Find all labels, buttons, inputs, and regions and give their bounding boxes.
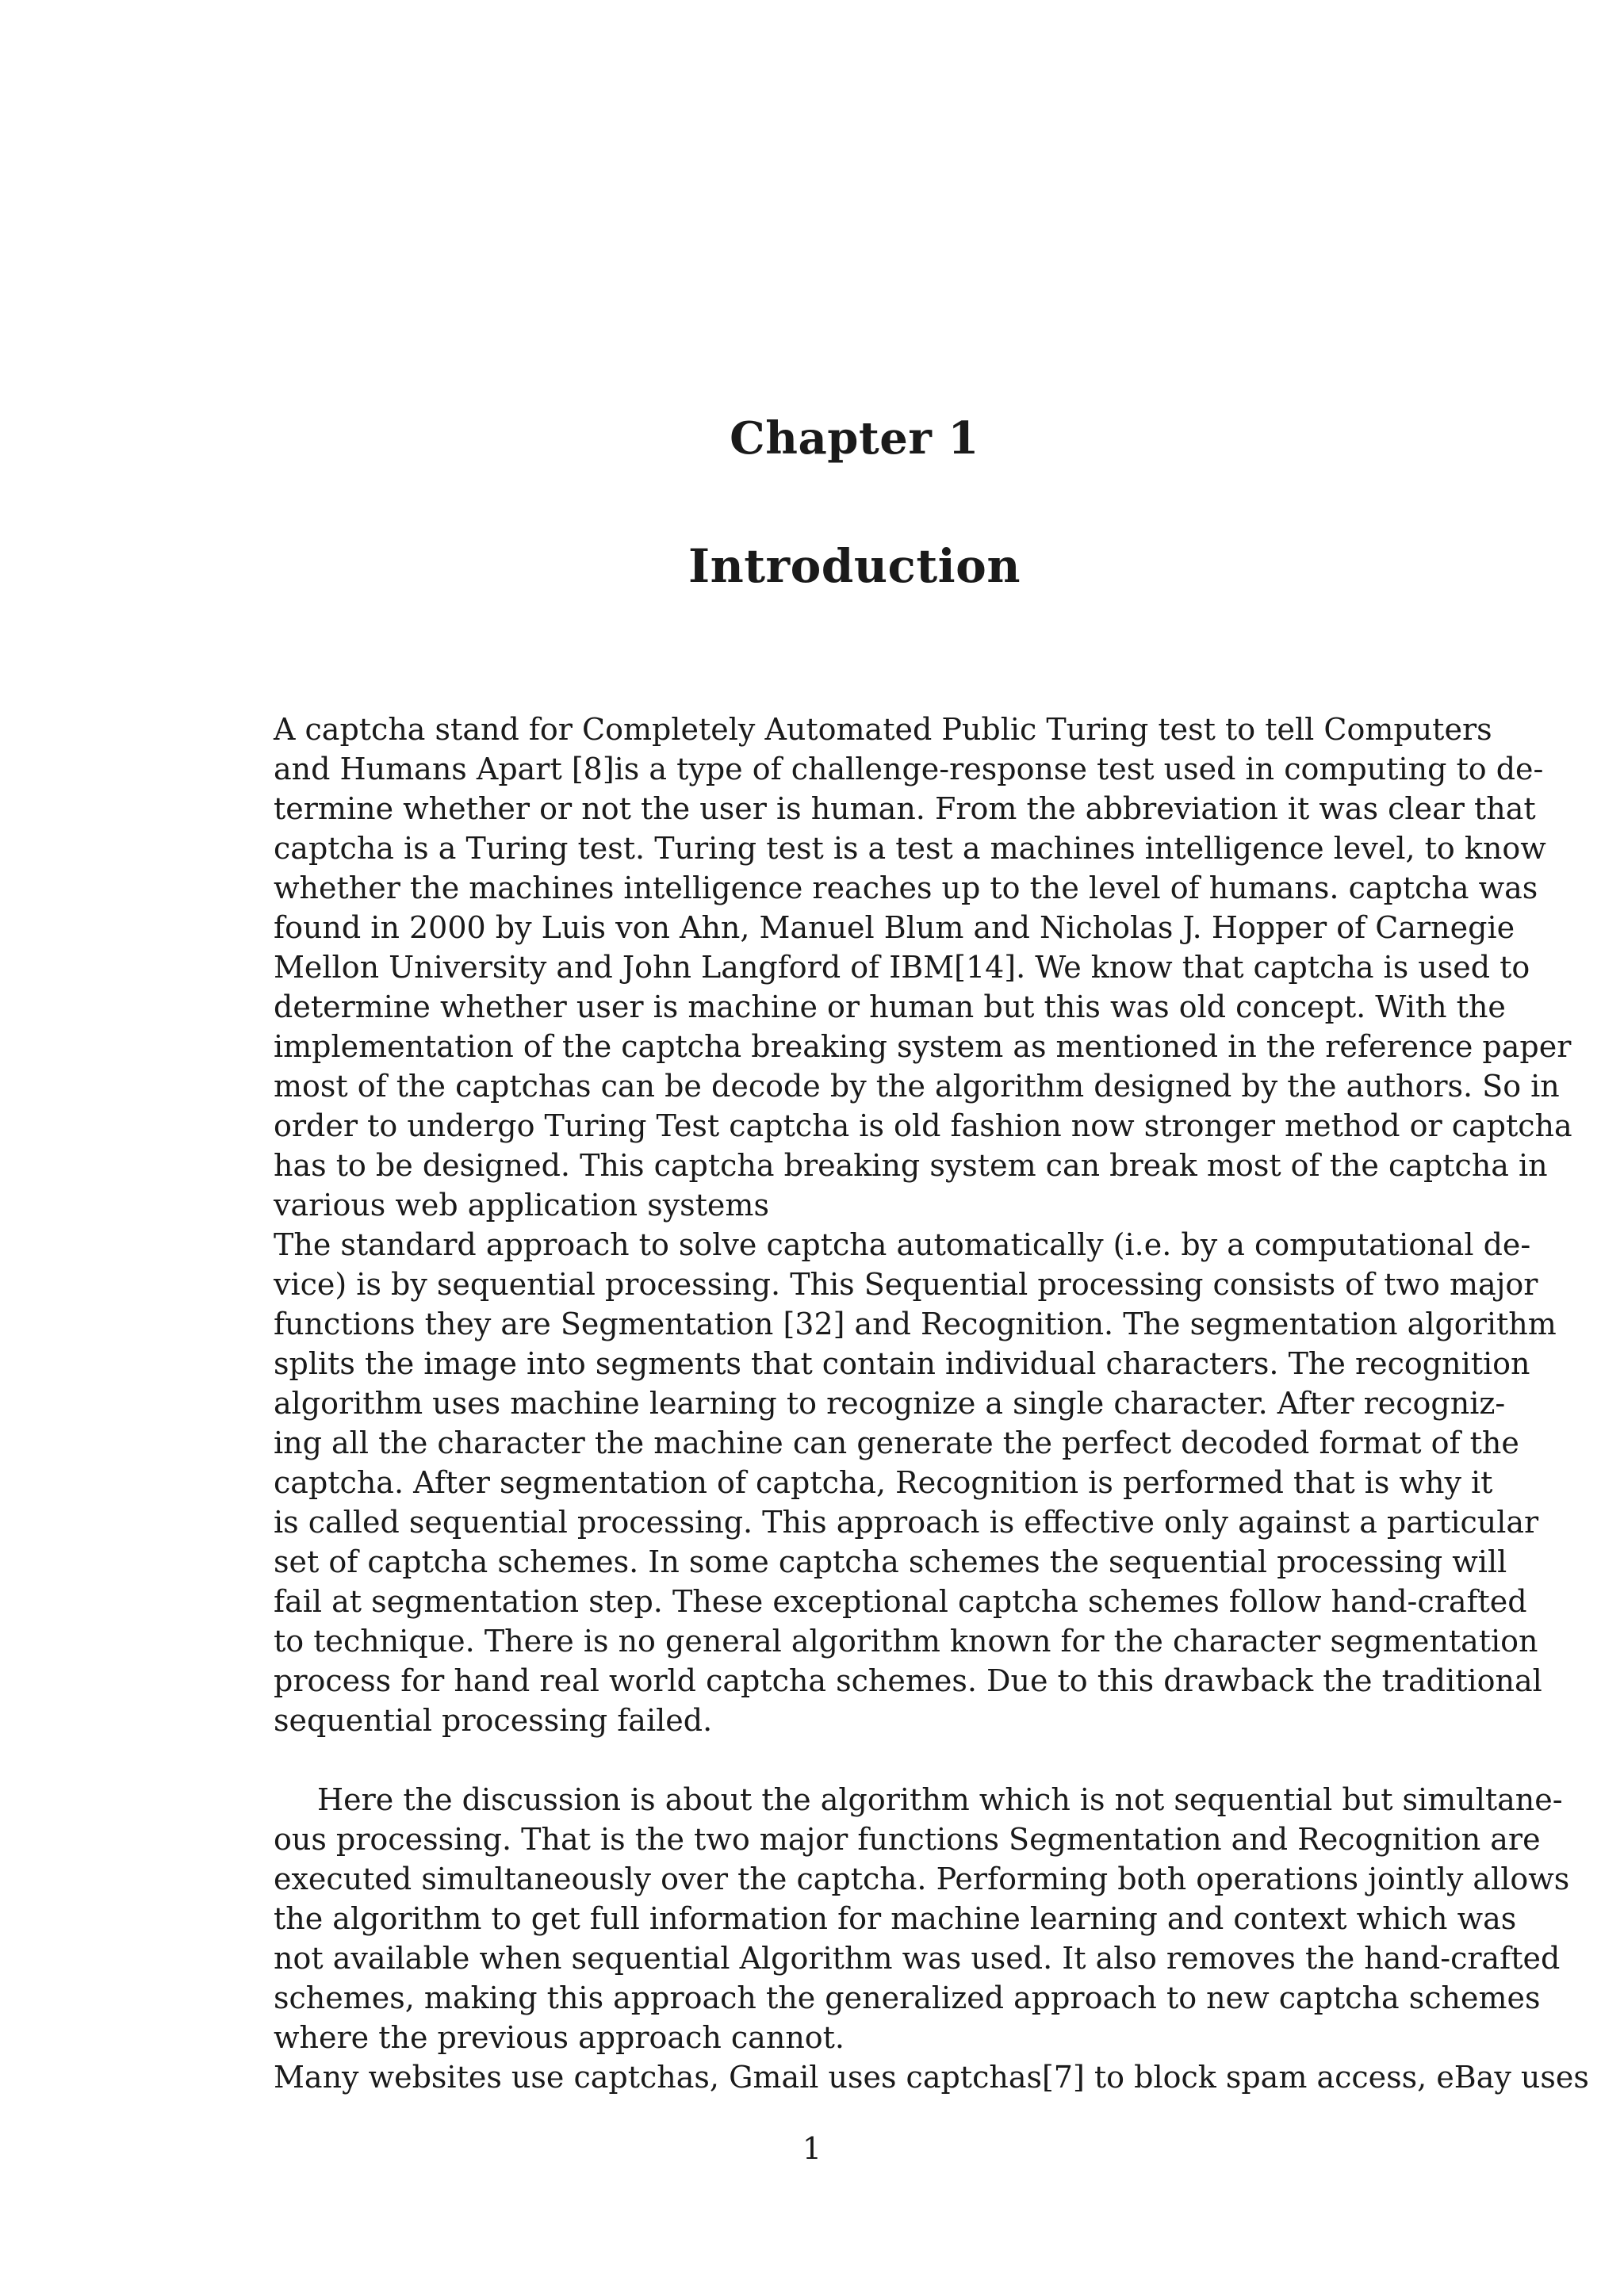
chapter-number: Chapter 1 [730, 412, 979, 465]
text-line: order to undergo Turing Test captcha is old fashion now stronger method or captcha [274, 1108, 1572, 1143]
text-line: various web application systems [274, 1188, 769, 1223]
text-line: set of captcha schemes. In some captcha schemes the sequential processing will [274, 1544, 1507, 1579]
paragraph-1 [274, 710, 1572, 1225]
text-line: A captcha stand for Completely Automated Public Turing test to tell Computers [274, 712, 1492, 747]
text-line: has to be designed. This captcha breaking system can break most of the captcha in [274, 1148, 1548, 1183]
text-line: most of the captchas can be decode by the algorithm designed by the authors. So in [274, 1069, 1560, 1104]
text-line: the algorithm to get full information for machine learning and context which was [274, 1901, 1517, 1936]
text-line: not available when sequential Algorithm was used. It also removes the hand-crafted [274, 1941, 1561, 1976]
text-line: termine whether or not the user is human. From the abbreviation it was clear that [274, 791, 1536, 826]
text-line: functions they are Segmentation [32] and Recognition. The segmentation algorithm [274, 1307, 1557, 1341]
page-number: 1 [802, 2131, 822, 2166]
text-line: algorithm uses machine learning to recognize a single character. After recogniz- [274, 1386, 1506, 1421]
text-line: whether the machines intelligence reaches up to the level of humans. captcha was [274, 871, 1538, 905]
text-line: schemes, making this approach the generalized approach to new captcha schemes [274, 1980, 1541, 2015]
text-line: vice) is by sequential processing. This Sequential processing consists of two major [274, 1267, 1538, 1302]
text-line: sequential processing failed. [274, 1703, 713, 1738]
text-line: to technique. There is no general algorithm known for the character segmentation [274, 1624, 1538, 1659]
body-text [274, 710, 1589, 2097]
text-line: The standard approach to solve captcha automatically (i.e. by a computational de- [274, 1227, 1531, 1262]
text-line: process for hand real world captcha schemes. Due to this drawback the traditional [274, 1663, 1542, 1698]
text-line: where the previous approach cannot. [274, 2020, 845, 2055]
paragraph-4 [274, 2057, 1589, 2097]
paragraph-3 [274, 1780, 1570, 2057]
text-line: ous processing. That is the two major functions Segmentation and Recognition are [274, 1822, 1541, 1857]
text-line: Here the discussion is about the algorithm which is not sequential but simultane- [317, 1782, 1563, 1817]
text-line: determine whether user is machine or human but this was old concept. With the [274, 989, 1506, 1024]
text-line: splits the image into segments that contain individual characters. The recognition [274, 1346, 1530, 1381]
text-line: executed simultaneously over the captcha. Performing both operations jointly allows [274, 1862, 1570, 1896]
text-line: Mellon University and John Langford of IBM[14]. We know that captcha is used to [274, 950, 1530, 985]
text-line: and Humans Apart [8]is a type of challenge-response test used in computing to de- [274, 752, 1544, 786]
text-line: implementation of the captcha breaking system as mentioned in the reference paper [274, 1029, 1572, 1064]
text-line: captcha is a Turing test. Turing test is a test a machines intelligence level, to know [274, 831, 1546, 866]
text-line: captcha. After segmentation of captcha, Recognition is performed that is why it [274, 1465, 1493, 1500]
text-line: Many websites use captchas, Gmail uses captchas[7] to block spam access, eBay uses [274, 2060, 1589, 2095]
text-line: fail at segmentation step. These exceptional captcha schemes follow hand-crafted [274, 1584, 1527, 1619]
paragraph-spacer [274, 1740, 1435, 1780]
text-line: is called sequential processing. This approach is effective only against a particular [274, 1505, 1539, 1540]
text-line: ing all the character the machine can generate the perfect decoded format of the [274, 1425, 1519, 1460]
text-line: found in 2000 by Luis von Ahn, Manuel Blum and Nicholas J. Hopper of Carnegie [274, 910, 1515, 945]
chapter-title: Introduction [688, 539, 1021, 593]
paragraph-2 [274, 1225, 1557, 1740]
